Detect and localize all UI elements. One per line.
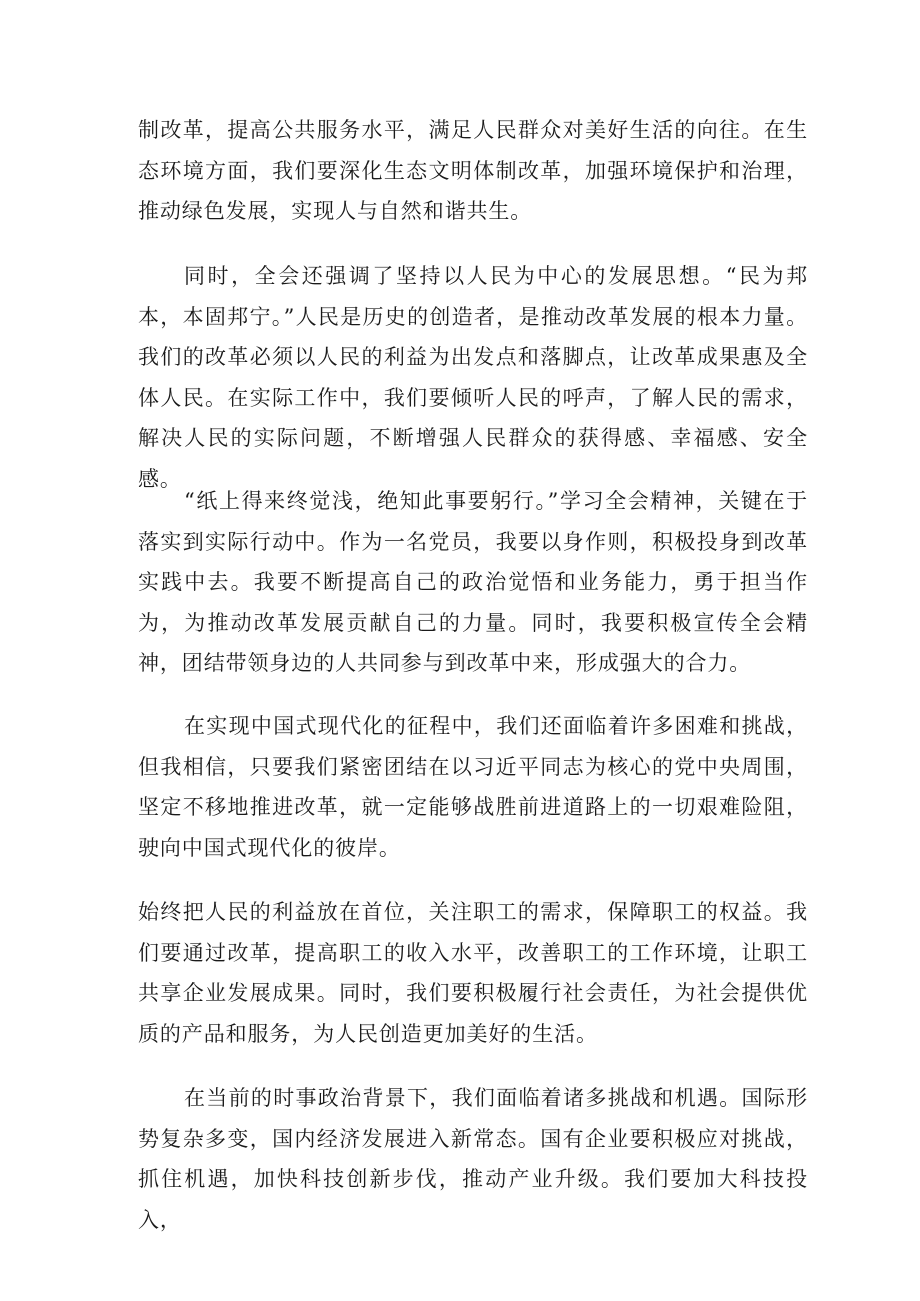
paragraph-4: 在实现中国式现代化的征程中，我们还面临着许多困难和挑战，但我相信，只要我们紧密团结在以习近平同志为核心的党中央周围，坚定不移地推进改革，就一定能够战胜前进道路上的一切艰难险阻，驶向中国式现代化的彼岸。 [138,714,808,860]
paragraph-6: 在当前的时事政治背景下，我们面临着诸多挑战和机遇。国际形势复杂多变，国内经济发展进入新常态。国有企业要积极应对挑战，抓住机遇，加快科技创新步伐，推动产业升级。我们要加大科技投入， [138,1086,808,1232]
paragraph-1: 制改革，提高公共服务水平，满足人民群众对美好生活的向往。在生态环境方面，我们要深化生态文明体制改革，加强环境保护和治理，推动绿色发展，实现人与自然和谐共生。 [138,118,808,223]
paragraph-2: 同时，全会还强调了坚持以人民为中心的发展思想。“民为邦本，本固邦宁。”人民是历史的创造者，是推动改革发展的根本力量。我们的改革必须以人民的利益为出发点和落脚点，让改革成果惠及全体人民。在实际工作中，我们要倾听人民的呼声，了解人民的需求，解决人民的实际问题，不断增强人民群众的获得感、幸福感、安全感。 [138,264,808,491]
paragraph-5: 始终把人民的利益放在首位，关注职工的需求，保障职工的权益。我们要通过改革，提高职工的收入水平，改善职工的工作环境，让职工共享企业发展成果。同时，我们要积极履行社会责任，为社会提供优质的产品和服务，为人民创造更加美好的生活。 [138,900,808,1046]
paragraph-3: “纸上得来终觉浅，绝知此事要躬行。”学习全会精神，关键在于落实到实际行动中。作为一名党员，我要以身作则，积极投身到改革实践中去。我要不断提高自己的政治觉悟和业务能力，勇于担当作为，为推动改革发展贡献自己的力量。同时，我要积极宣传全会精神，团结带领身边的人共同参与到改革中来，形成强大的合力。 [138,489,808,675]
